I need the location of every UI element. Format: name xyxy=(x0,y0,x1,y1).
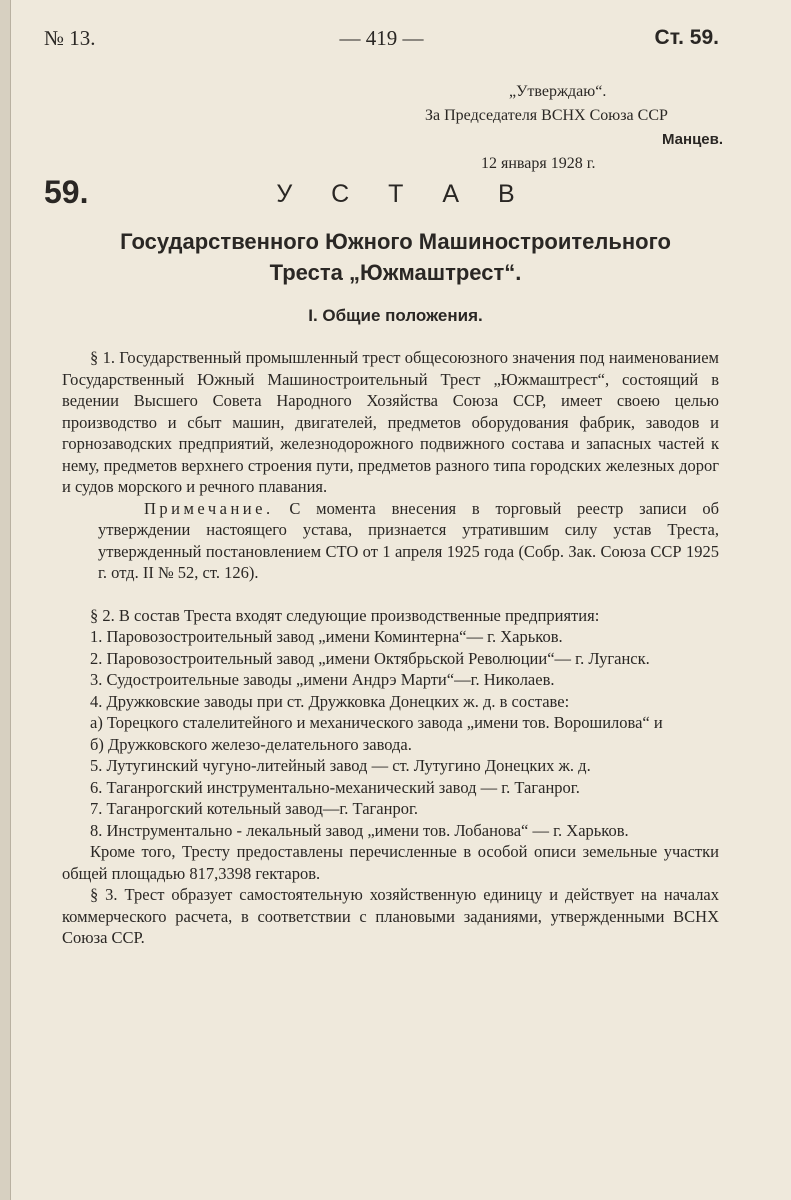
issue-number: № 13. xyxy=(44,26,96,50)
document-number: 59. xyxy=(44,174,89,210)
list-item-4b: б) Дружковского железо-делательного завода. xyxy=(90,734,412,754)
document-body xyxy=(62,347,719,949)
approval-block xyxy=(425,80,724,176)
subtitle-line-1: Государственного Южного Машиностроительного xyxy=(120,229,671,254)
spacer xyxy=(62,584,719,605)
list-item-5: 5. Лутугинский чугуно-литейный завод — ст. Лутугино Донецких ж. д. xyxy=(90,756,591,775)
approval-signatory: Манцев. xyxy=(662,131,724,148)
note-label: Примечание. xyxy=(144,498,274,518)
paragraph-1: § 1. Государственный промышленный трест общесоюзного значения под наименованием Государственный Южный Машиностроительный Трест „Южмаштрест“, состоящий в ведении Высшего Совета Народного Хозяйства Союза ССР, имеет своею целью производство и сбыт машин, двигателей, предметов оборудования фабрик, заводов и горнозаводских предприятий, железнодорожного подвижного состава и запасных частей к нему, предметов верхнего строения пути, предметов разного типа городских железных дорог и судов морского и речного плавания. xyxy=(62,348,719,496)
note-paragraph xyxy=(98,498,719,584)
page-number: — 419 — xyxy=(339,26,424,50)
section-title: I. Общие положения. xyxy=(308,306,483,325)
document-subtitle xyxy=(40,226,751,288)
paragraph-2: § 2. В состав Треста входят следующие производственные предприятия: xyxy=(90,605,600,625)
approval-line-2: За Председателя ВСНХ Союза ССР xyxy=(425,107,668,124)
list-item-4: 4. Дружковские заводы при ст. Дружковка Донецких ж. д. в составе: xyxy=(90,691,570,711)
list-item-1: 1. Паровозостроительный завод „имени Коминтерна“— г. Харьков. xyxy=(90,627,563,646)
subtitle-line-2: Треста „Южмаштрест“. xyxy=(269,260,522,285)
list-item-2: 2. Паровозостроительный завод „имени Октябрьской Революции“— г. Луганск. xyxy=(90,648,650,668)
article-number: Ст. 59. xyxy=(654,26,719,49)
note-text: С момента внесения в торговый реестр записи об утверждении настоящего устава, признается утратившим силу устав Треста, утвержденный постановлением СТО от 1 апреля 1925 года (Собр. Зак. Союза ССР 1925 г. отд. II № 52, ст. 126). xyxy=(98,498,719,582)
document-title: У С Т А В xyxy=(276,180,531,208)
approval-line-1: „Утверждаю“. xyxy=(509,83,607,100)
land-paragraph: Кроме того, Тресту предоставлены перечисленные в особой описи земельные участки общей площадью 817,3398 гектаров. xyxy=(62,842,719,883)
approval-date: 12 января 1928 г. xyxy=(481,155,596,172)
list-item-3: 3. Судостроительные заводы „имени Андрэ Марти“—г. Николаев. xyxy=(90,670,555,689)
paragraph-3: § 3. Трест образует самостоятельную хозяйственную единицу и действует на началах коммерческого расчета, в соответствии с плановыми заданиями, утвержденными ВСНХ Союза ССР. xyxy=(62,885,719,947)
list-item-8: 8. Инструментально - лекальный завод „имени тов. Лобанова“ — г. Харьков. xyxy=(90,820,629,840)
list-item-4a: а) Торецкого сталелитейного и механического завода „имени тов. Ворошилова“ и xyxy=(90,713,663,732)
list-item-7: 7. Таганрогский котельный завод—г. Таганрог. xyxy=(90,799,418,818)
list-item-6: 6. Таганрогский инструментально-механический завод — г. Таганрог. xyxy=(90,777,580,797)
page-header xyxy=(44,26,719,54)
